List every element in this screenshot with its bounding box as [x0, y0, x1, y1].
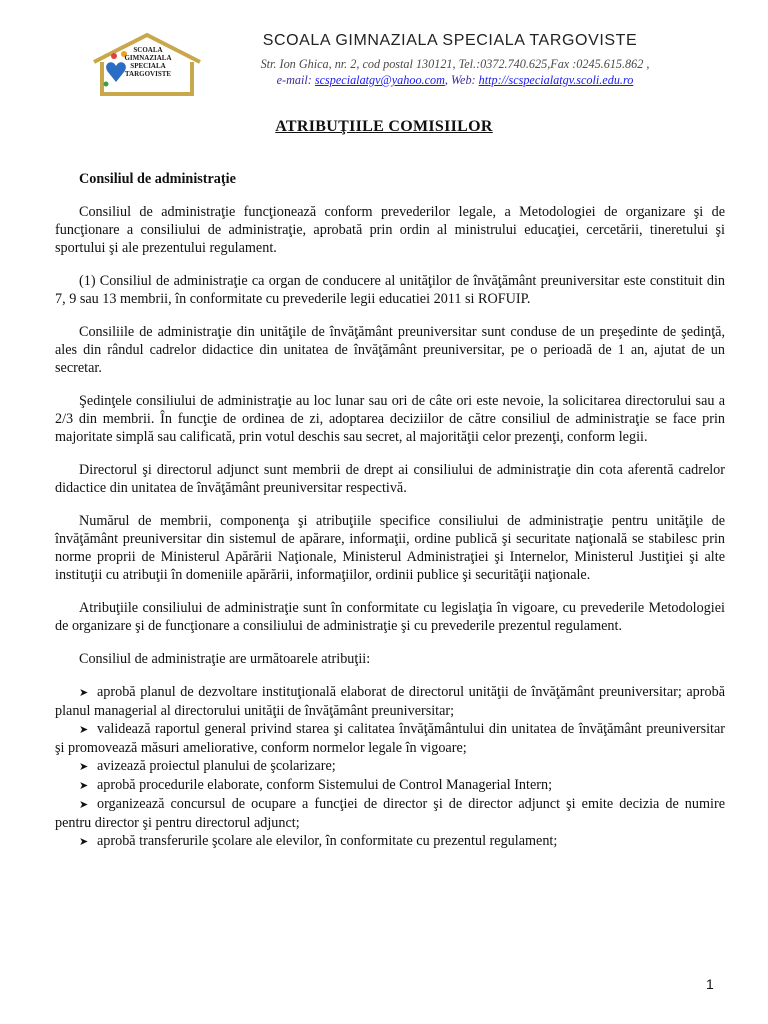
page-number: 1 [706, 976, 714, 992]
list-item-text: aprobă transferurile şcolare ale elevilor, în conformitate cu prezentul regulament; [97, 833, 558, 849]
paragraph: Numărul de membrii, componenţa şi atribuţiile specifice consiliului de administraţie pentru unităţile de învăţământ preuniversitar din sistemul de apărare, informaţii, ordine publică şi securitate naţională se stabilesc prin norme proprii de Ministerul Apărării Naţionale, Ministerul Administraţiei şi Internelor, Ministerul Justiţiei şi alte instituţii cu atribuţii în domeniile apărării, informaţiilor, ordinii publice şi securităţii naţionale. [55, 513, 725, 583]
attributions-list [55, 683, 725, 851]
arrow-bullet-icon: ➤ [79, 723, 89, 736]
paragraph: Şedinţele consiliului de administraţie au loc lunar sau ori de câte ori este nevoie, la solicitarea directorului sau a 2/3 din membrii. În funcţie de ordinea de zi, adoptarea deciziilor de către consiliul de administraţie se face prin majoritate simplă sau calificată, prin votul deschis sau secret, al majorităţii celor prezenţi, conform legii. [55, 393, 725, 445]
logo-lettering [120, 46, 176, 78]
list-item [55, 832, 725, 851]
list-item [55, 720, 725, 757]
email-label: e-mail: [276, 73, 312, 87]
web-link[interactable]: http://scspecialatgv.scoli.edu.ro [478, 73, 634, 87]
arrow-bullet-icon: ➤ [79, 779, 89, 792]
logo-line: SPECIALA [130, 62, 166, 70]
arrow-bullet-icon: ➤ [79, 835, 89, 848]
paragraph: (1) Consiliul de administraţie ca organ de conducere al unităţilor de învăţământ preuniversitar este constituit din 7, 9 sau 13 membrii, în conformitate cu prevederile legii educatiei 2011 si ROFUIP. [55, 273, 725, 307]
paragraph: Atribuţiile consiliului de administraţie sunt în conformitate cu legislaţia în vigoare, cu prevederile Metodologiei de organizare şi de funcţionare a consiliului de administraţie şi cu prevederile prezentul regulament. [55, 600, 725, 634]
paragraph: Directorul şi directorul adjunct sunt membrii de drept ai consiliului de administraţie din cota aferentă cadrelor didactice din unitatea de învăţământ preuniversitar respectivă. [55, 462, 725, 496]
list-item [55, 795, 725, 832]
document-title: ATRIBUŢIILE COMISIILOR [275, 118, 493, 135]
arrow-bullet-icon: ➤ [79, 798, 89, 811]
email-link[interactable]: scspecialatgv@yahoo.com [314, 73, 445, 87]
paragraph: Consiliul de administraţie are următoarele atribuţii: [79, 651, 371, 667]
school-address [220, 56, 690, 88]
logo-line: SCOALA [133, 46, 163, 54]
logo-line: GIMNAZIALA [124, 54, 172, 62]
school-logo [80, 32, 214, 98]
section-heading: Consiliul de administraţie [79, 171, 236, 187]
school-name: SCOALA GIMNAZIALA SPECIALA TARGOVISTE [262, 32, 638, 49]
list-item-text: avizează proiectul planului de şcolarizare; [97, 758, 336, 774]
arrow-bullet-icon: ➤ [79, 760, 89, 773]
logo-line: TARGOVISTE [124, 70, 172, 78]
web-label: Web: [451, 73, 476, 87]
list-item-text: aprobă procedurile elaborate, conform Sistemului de Control Managerial Intern; [97, 777, 553, 793]
list-item-text: aprobă planul de dezvoltare instituţională elaborat de directorul unităţii de învăţământ preuniversitar; aprobă planul managerial al directorului unităţii de învăţământ preuniversitar; [55, 684, 725, 719]
address-line: Str. Ion Ghica, nr. 2, cod postal 130121, Tel.:0372.740.625,Fax :0245.615.862 , [260, 57, 650, 71]
list-item-text: validează raportul general privind starea şi calitatea învăţământului din unitatea de învăţământ preuniversitar şi promovează măsuri ameliorative, conform normelor legale în vigoare; [55, 721, 725, 756]
list-item-text: organizează concursul de ocupare a funcţiei de director şi de director adjunct şi emite decizia de numire pentru director şi pentru directorul adjunct; [55, 796, 725, 831]
paragraph: Consiliul de administraţie funcţionează conform prevederilor legale, a Metodologiei de organizare şi de funcţionare a consiliului de administraţie, aprobată prin ordin al ministrului educaţiei, cercetării, tineretului şi sportului şi ale prezentului regulament. [55, 204, 725, 256]
contact-line [220, 72, 690, 88]
paragraph: Consiliile de administraţie din unităţile de învăţământ preuniversitar sunt conduse de un preşedinte de şedinţă, ales din rândul cadrelor didactice din unitatea de învăţământ preuniversitar, pe o perioadă de 1 an, ajutat de un secretar. [55, 324, 725, 376]
contact-separator: , [444, 73, 448, 87]
arrow-bullet-icon: ➤ [79, 686, 89, 699]
letterhead [80, 30, 700, 100]
list-item [55, 683, 725, 720]
list-item [55, 757, 725, 776]
list-item [55, 776, 725, 795]
document-body [55, 170, 725, 851]
